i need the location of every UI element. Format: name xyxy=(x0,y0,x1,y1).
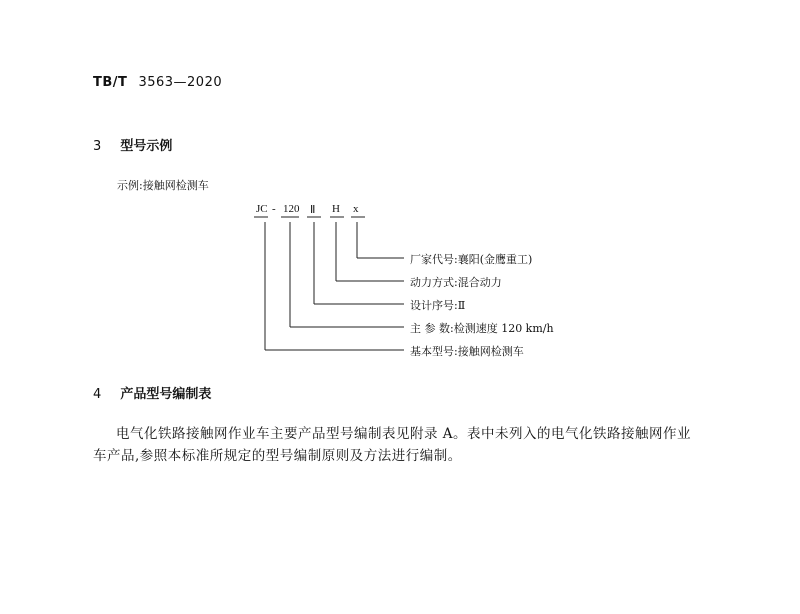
label-power-mode: 动力方式:混合动力 xyxy=(410,276,502,289)
label-base-model: 基本型号:接触网检测车 xyxy=(410,345,524,358)
section-number: 3 xyxy=(93,139,102,154)
standard-number: 3563—2020 xyxy=(138,75,223,90)
code-part-power: H xyxy=(332,203,340,215)
example-intro: 示例:接触网检测车 xyxy=(117,179,209,192)
label-main-param: 主 参 数:检测速度 120 km/h xyxy=(410,322,554,335)
section-title: 型号示例 xyxy=(120,139,173,154)
code-part-dash: - xyxy=(272,203,276,215)
section-title: 产品型号编制表 xyxy=(120,387,212,402)
paragraph-line-2: 车产品,参照本标准所规定的型号编制原则及方法进行编制。 xyxy=(93,448,462,464)
section-4-heading xyxy=(93,383,211,402)
code-part-120: 120 xyxy=(283,203,300,215)
code-part-maker: x xyxy=(353,203,359,215)
paragraph-line-1: 电气化铁路接触网作业车主要产品型号编制表见附录 A。表中未列入的电气化铁路接触网作业 xyxy=(116,426,692,442)
label-design-number: 设计序号:Ⅱ xyxy=(410,299,466,312)
code-part-jc: JC xyxy=(256,203,268,215)
label-maker-code: 厂家代号:襄阳(金鹰重工) xyxy=(410,253,533,266)
section-number: 4 xyxy=(93,387,102,402)
code-part-design: Ⅱ xyxy=(310,204,316,216)
standard-code: TB/T xyxy=(93,75,128,90)
